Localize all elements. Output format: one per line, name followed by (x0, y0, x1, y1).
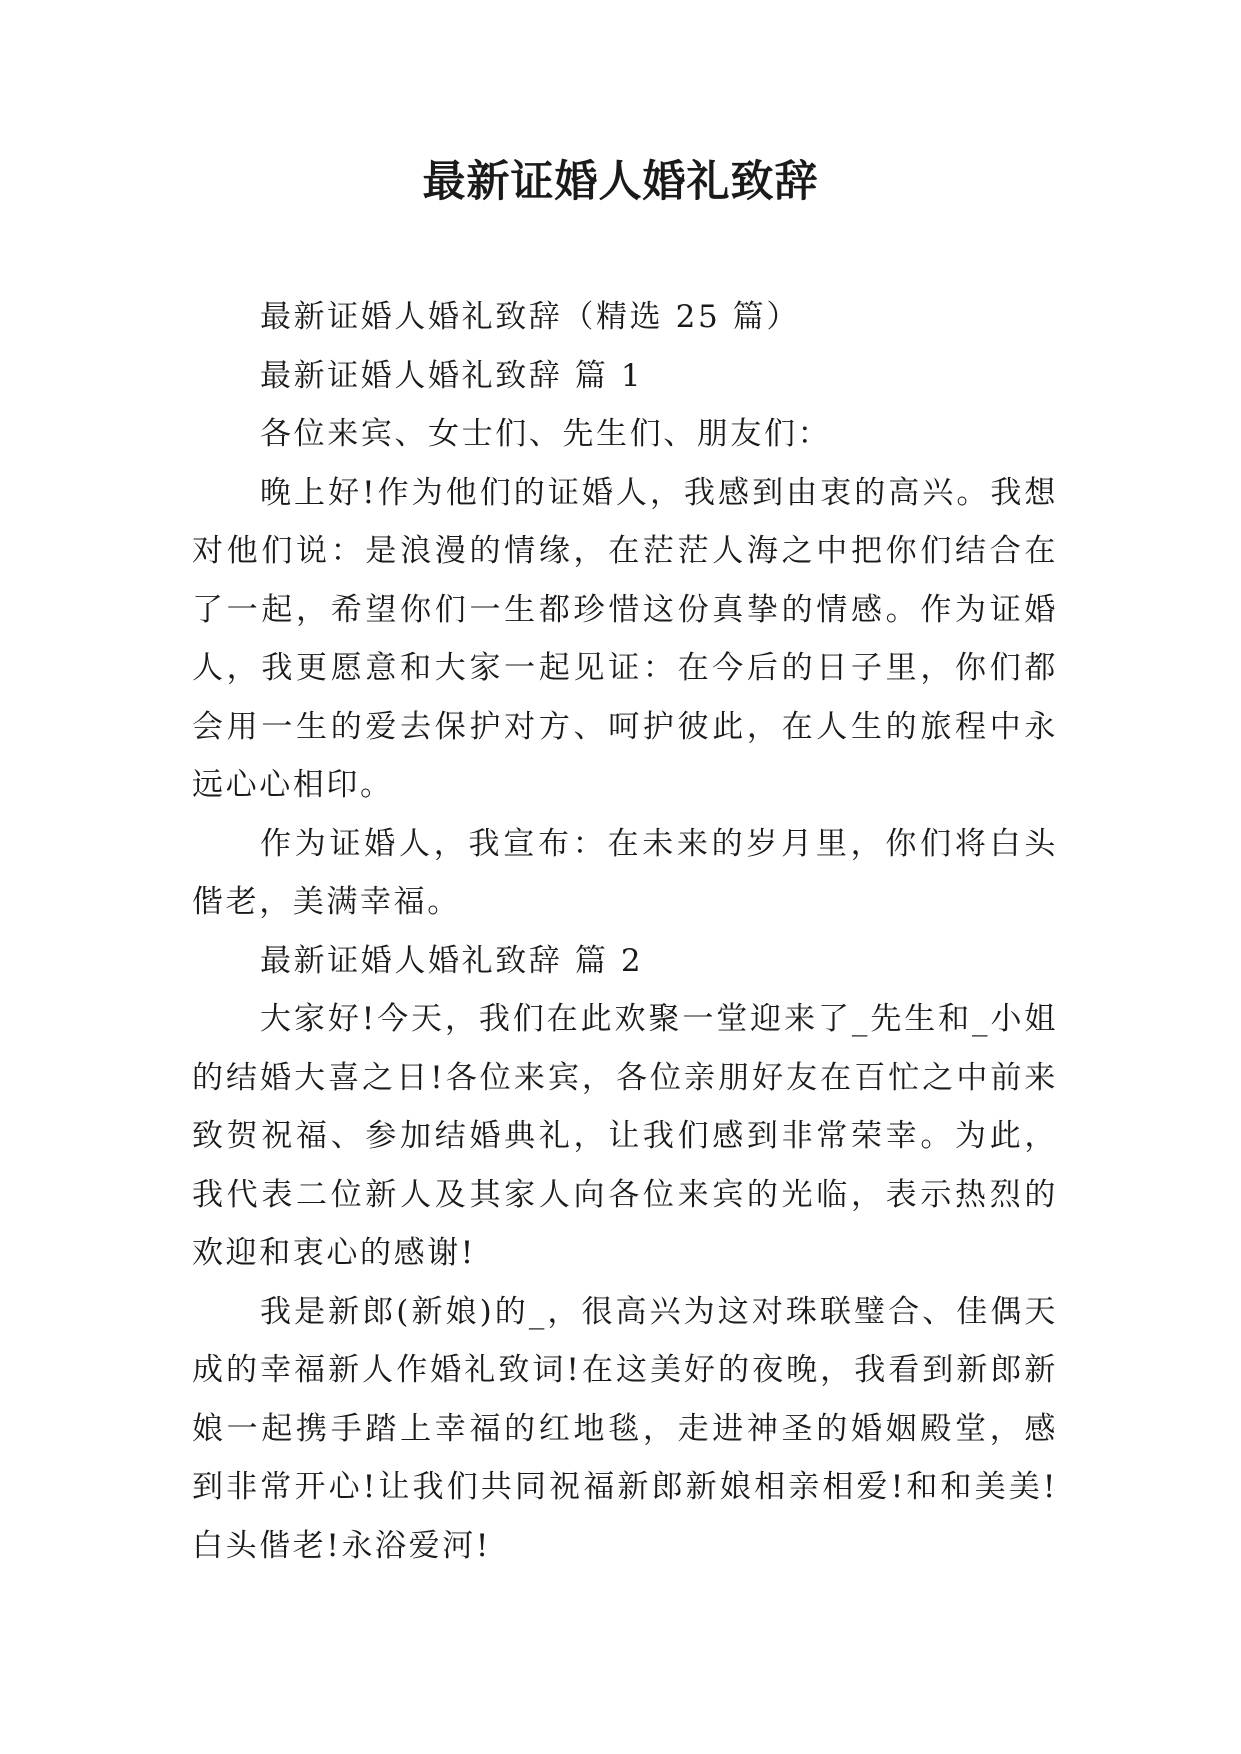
greeting-paragraph: 各位来宾、女士们、先生们、朋友们： (260, 416, 832, 452)
body-paragraph: 晚上好!作为他们的证婚人，我感到由衷的高兴。我想对他们说：是浪漫的情缘，在茫茫人海之中把你们结合在了一起，希望你们一生都珍惜这份真挚的情感。作为证婚人，我更愿意和大家一起见证：在今后的日子里，你们都会用一生的爱去保护对方、呵护彼此，在人生的旅程中永远心心相印。 (192, 474, 1058, 803)
document-title: 最新证婚人婚礼致辞 (422, 157, 819, 207)
section-heading-2: 最新证婚人婚礼致辞 篇 2 (260, 942, 644, 979)
document-body (192, 288, 1058, 1575)
body-paragraph: 我是新郎(新娘)的_，很高兴为这对珠联璧合、佳偶天成的幸福新人作婚礼致词!在这美好的夜晚，我看到新郎新娘一起携手踏上幸福的红地毯，走进神圣的婚姻殿堂，感到非常开心!让我们共同祝福新郎新娘相亲相爱!和和美美!白头偕老!永浴爱河! (192, 1293, 1058, 1564)
body-paragraph: 大家好!今天，我们在此欢聚一堂迎来了_先生和_小姐的结婚大喜之日!各位来宾，各位亲朋好友在百忙之中前来致贺祝福、参加结婚典礼，让我们感到非常荣幸。为此，我代表二位新人及其家人向各位来宾的光临，表示热烈的欢迎和衷心的感谢! (192, 1001, 1058, 1271)
section-heading-1: 最新证婚人婚礼致辞 篇 1 (260, 357, 644, 394)
subtitle-paragraph: 最新证婚人婚礼致辞（精选 25 篇） (260, 299, 800, 335)
body-paragraph: 作为证婚人，我宣布：在未来的岁月里，你们将白头偕老，美满幸福。 (192, 825, 1058, 920)
